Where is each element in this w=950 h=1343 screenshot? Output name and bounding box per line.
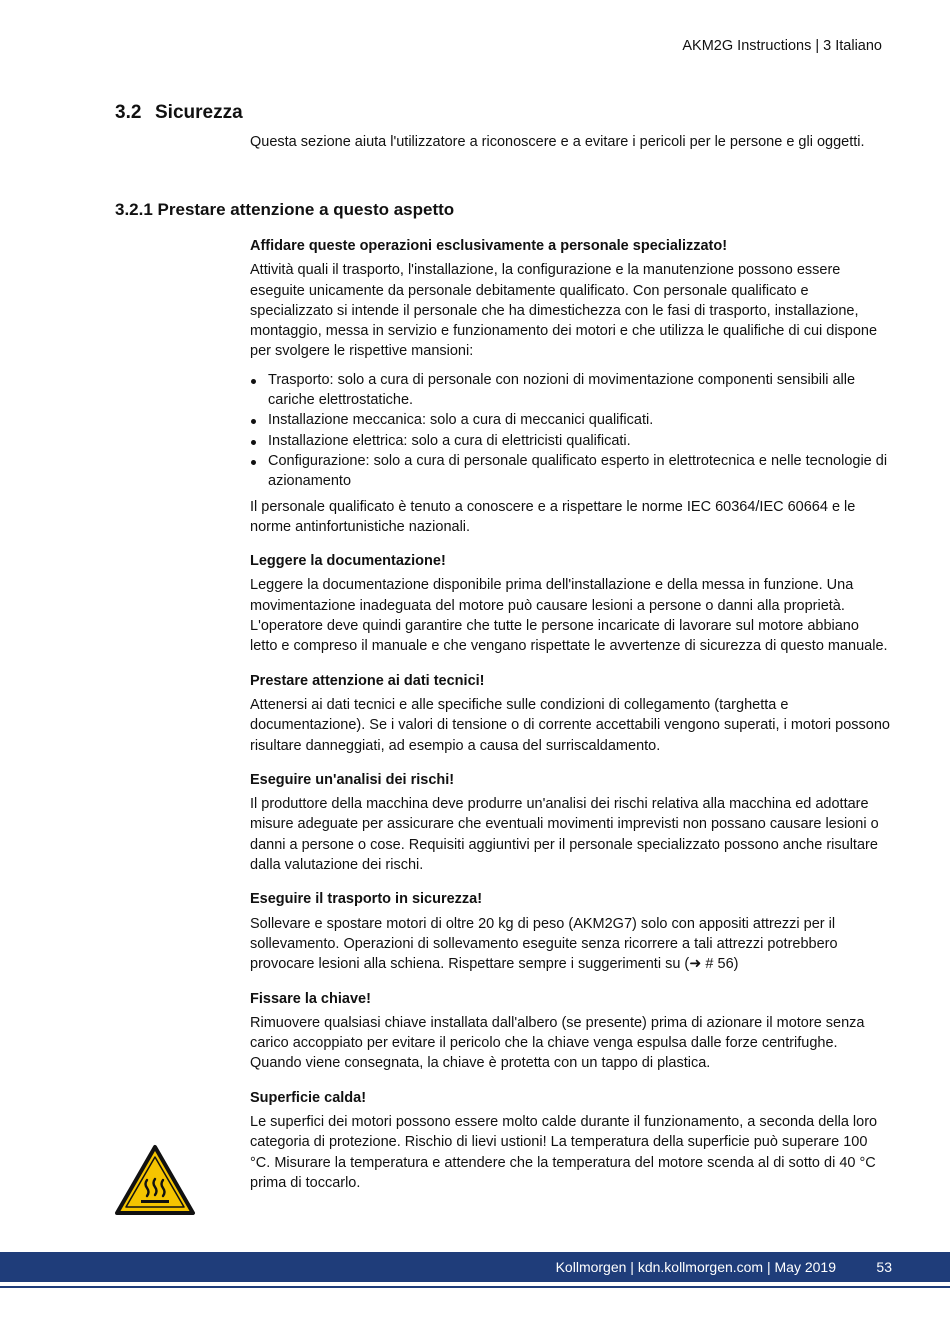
bullet-icon (251, 460, 256, 465)
list-item: Installazione elettrica: solo a cura di elettricisti qualificati. (250, 431, 890, 451)
section-heading (115, 102, 243, 124)
qualification-list (250, 370, 890, 492)
risk-text: Il produttore della macchina deve produrre un'analisi dei rischi relativa alla macchina ed adottare misure adeguate per assicurare che eventuali movimenti imprevisti non possano causare lesioni o danni a persone o cose. Requisiti aggiuntivi per il personale specializzato possono anche risultare dalla valutazione dei rischi. (250, 796, 879, 874)
risk-heading: Eseguire un'analisi dei rischi! (250, 771, 455, 788)
list-item: Installazione meccanica: solo a cura di meccanici qualificati. (250, 410, 890, 430)
transport-text: Sollevare e spostare motori di oltre 20 kg di peso (AKM2G7) solo con appositi attrezzi per il sollevamento. Operazioni di sollevamento eseguite senza ricorrere a tali attrezzi potrebbero provocare lesioni alla schiena. Rispettare sempre i suggerimenti su (➜ # 56) (250, 915, 838, 973)
list-item: Trasporto: solo a cura di personale con nozioni di movimentazione componenti sensibili alle cariche elettrostatiche. (250, 370, 890, 411)
bullet-icon (251, 379, 256, 384)
subsection-heading: 3.2.1 Prestare attenzione a questo aspetto (115, 200, 455, 219)
hot-surface-warning-icon (114, 1144, 196, 1216)
documentation-heading: Leggere la documentazione! (250, 553, 446, 570)
technical-heading: Prestare attenzione ai dati tecnici! (250, 672, 485, 689)
section-title: Sicurezza (155, 102, 243, 123)
footer-text: Kollmorgen | kdn.kollmorgen.com | May 2019 (555, 1259, 836, 1275)
body-content (250, 236, 890, 1198)
hot-heading: Superficie calda! (250, 1089, 367, 1106)
hot-text: Le superfici dei motori possono essere molto calde durante il funzionamento, a seconda della loro categoria di protezione. Rischio di lievi ustioni! La temperatura della superficie può superare 100 °C. Misurare la temperatura e attendere che la temperatura del motore scenda al di sotto di 40 °C prima di toccarlo. (250, 1113, 878, 1191)
section-number: 3.2 (115, 102, 142, 123)
running-header: AKM2G Instructions | 3 Italiano (682, 38, 882, 54)
specialized-text: Attività quali il trasporto, l'installazione, la configurazione e la manutenzione possono essere eseguite unicamente da personale debitamente qualificato. Con personale qualificato e specializzato si intende il personale che ha dimestichezza con le fasi di trasporto, installazione, montaggio, messa in servizio e funzionamento dei motori e che utilizza le qualifiche di cui dispone per svolgere le rispettive mansioni: (250, 262, 878, 360)
list-item: Configurazione: solo a cura di personale qualificato esperto in elettrotecnica e nelle tecnologie di azionamento (250, 451, 890, 492)
key-text: Rimuovere qualsiasi chiave installata dall'albero (se presente) prima di azionare il motore senza carico accoppiato per evitare il pericolo che la chiave venga espulsa dalle forze centrifughe. Quando viene consegnata, la chiave è protetta con un tappo di plastica. (250, 1014, 865, 1072)
transport-heading: Eseguire il trasporto in sicurezza! (250, 891, 483, 908)
bullet-icon (251, 419, 256, 424)
specialized-heading: Affidare queste operazioni esclusivamente a personale specializzato! (250, 238, 728, 254)
key-heading: Fissare la chiave! (250, 990, 371, 1007)
technical-text: Attenersi ai dati tecnici e alle specifiche sulle condizioni di collegamento (targhetta e documentazione). Se i valori di tensione o di corrente accettabili vengono superati, i motori possono risultare danneggiati, ad esempio a causa del surriscaldamento. (250, 696, 890, 754)
specialized-after: Il personale qualificato è tenuto a conoscere e a rispettare le norme IEC 60364/IEC 60664 e le norme antinfortunistiche nazionali. (250, 498, 856, 535)
documentation-text: Leggere la documentazione disponibile prima dell'installazione e della messa in funzione. Una movimentazione inadeguata del motore può causare lesioni a persone o danni alla proprietà. L'operatore deve quindi garantire che tutte le persone incaricate di lavorare sul motore abbiano letto e compreso il manuale e che vengano rispettate le avvertenze di sicurezza di questo manuale. (250, 577, 888, 655)
page-number: 53 (876, 1259, 892, 1275)
bullet-icon (251, 440, 256, 445)
footer-divider (0, 1286, 950, 1288)
section-intro: Questa sezione aiuta l'utilizzatore a riconoscere e a evitare i pericoli per le persone e gli oggetti. (250, 134, 865, 150)
